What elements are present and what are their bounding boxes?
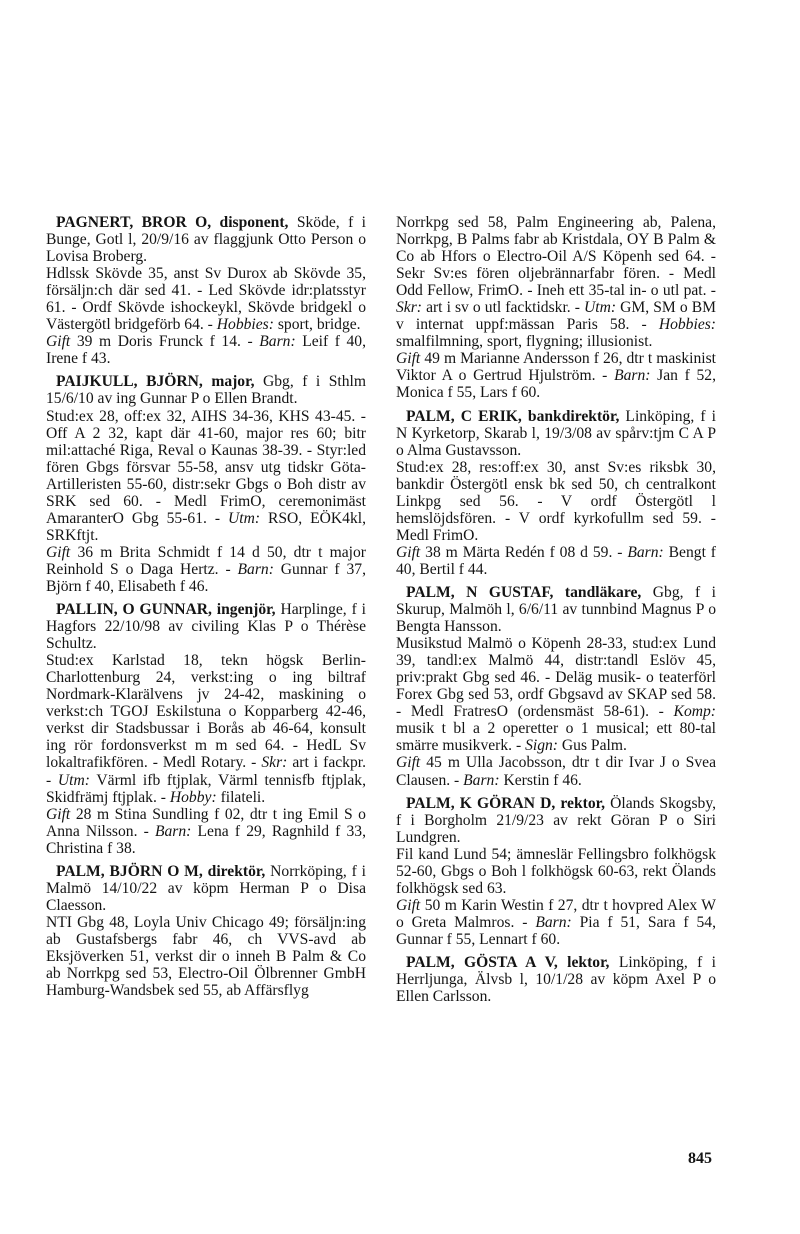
gift-label: Gift [396, 350, 421, 368]
entry-paijkull [46, 373, 366, 595]
entry-header [46, 214, 366, 265]
career-text: Musikstud Malmö o Köpenh 28-33, stud:ex Lund 39, tandl:ex Malmö 44, distr:tandl Eslöv 45, priv:prakt Gbg sed 46. - Deläg musik- o teaterförl Forex Gbg sed 53, ordf Gbgsavd av SKAP sed 58. - Medl FratresO (ordensmäst 58-61). - [396, 635, 716, 721]
entry-intro: Linköping, f i N Kyrketorp, Skarab l, 19/3/08 av spårv:tjm C A P o Alma Gustavsson. [396, 407, 716, 459]
skr-label: Skr: [396, 299, 422, 317]
gift-text: 49 m Marianne Andersson f 26, dtr t maskinist Viktor A o Gertrud Hjulström. - [396, 350, 716, 385]
entry-title: direktör, [207, 862, 266, 880]
entry-title: tandläkare, [564, 583, 642, 601]
barn-text: Leif f 40, Irene f 43. [46, 333, 367, 368]
barn-text: Bengt f 40, Bertil f 44. [396, 543, 716, 578]
gift-label: Gift [46, 333, 71, 351]
entry-header [396, 795, 716, 846]
entry-header [46, 863, 366, 914]
entry-title: lektor, [567, 953, 610, 971]
entry-header [396, 954, 716, 1005]
gift-text: 28 m Stina Sundling f 02, dtr t ing Emil S o Anna Nilsson. - [46, 805, 366, 840]
entry-family [46, 544, 366, 595]
barn-label: Barn: [237, 560, 274, 578]
gift-label: Gift [396, 754, 421, 772]
sign-label: Sign: [525, 737, 558, 755]
entry-family [46, 333, 366, 367]
career-text: Fil kand Lund 54; ämneslär Fellingsbro folkhögsk 52-60, Gbgs o Boh l folkhögsk 60-63, rekt Ölands folkhögsk sed 63. [396, 845, 716, 897]
barn-text: Jan f 52, Monica f 55, Lars f 60. [396, 367, 716, 402]
gift-text: 36 m Brita Schmidt f 14 d 50, dtr t major Reinhold S o Daga Hertz. - [46, 543, 366, 578]
entry-career [46, 265, 366, 333]
gift-text: 38 m Märta Redén f 08 d 59. - [425, 543, 623, 561]
page-number: 845 [688, 1150, 712, 1167]
hobby-text: filateli. [220, 788, 266, 806]
entry-palm-bjorn-continued [396, 214, 716, 402]
utm-label: Utm: [57, 771, 90, 789]
entry-header [46, 373, 366, 407]
komp-label: Komp: [673, 703, 716, 721]
career-text: Norrkpg sed 58, Palm Engineering ab, Palena, Norrkpg, B Palms fabr ab Kristdala, OY B Palm & Co ab Hfors o Electro-Oil A/S Köpenh sed 64. - Sekr Sv:es fören oljebrännarfabr fören. - Medl Odd Fellow, FrimO. - Ineh ett 35-tal in- o utl pat. - [396, 214, 716, 300]
entry-palm-goran [396, 795, 716, 948]
entry-career [46, 408, 366, 544]
entry-name: PALM, BJÖRN O M, [56, 862, 203, 880]
skr-label: Skr: [261, 754, 288, 772]
utm-text: GM, SM o BM v internat uppf:mässan Paris 58. - [396, 299, 716, 334]
entry-name: PAIJKULL, BJÖRN, [56, 373, 203, 391]
career-text: NTI Gbg 48, Loyla Univ Chicago 49; försäljn:ing ab Gustafsbergs fabr 46, ch VVS-avd ab Eksjöverken 51, verkst dir o inneh B Palm & Co ab Norrkpg sed 53, Electro-Oil Ölbrenner GmbH Hamburg-Wandsbek sed 55, ab Affärsflyg [46, 913, 366, 1000]
entry-career [396, 214, 716, 350]
entry-intro: Gbg, f i Sthlm 15/6/10 av ing Gunnar P o Ellen Brandt. [46, 373, 367, 408]
entry-career [396, 459, 716, 544]
skr-text: art i sv o utl facktidskr. - [426, 299, 580, 317]
entry-name: PALM, N GUSTAF, [406, 583, 554, 601]
entry-palm-erik [396, 408, 716, 578]
barn-label: Barn: [627, 543, 664, 561]
entry-palm-bjorn [46, 863, 366, 999]
entry-palm-gosta [396, 954, 716, 1005]
gift-label: Gift [46, 543, 71, 561]
komp-text: musik t bl a 2 operetter o 1 musical; ett 80-tal smärre musikverk. - [396, 720, 716, 755]
left-column [46, 214, 366, 1005]
entry-name: PAGNERT, BROR O, [56, 214, 212, 231]
utm-label: Utm: [584, 299, 617, 317]
entry-family [46, 806, 366, 857]
barn-label: Barn: [535, 913, 572, 931]
entry-header [396, 584, 716, 635]
utm-text: Värml ifb ftjplak, Värml tennisfb ftjplak, Skidfrämj ftjplak. - [46, 771, 367, 806]
entry-career [46, 652, 366, 805]
gift-label: Gift [396, 896, 421, 914]
career-text: Stud:ex 28, off:ex 32, AIHS 34-36, KHS 43-45. - Off A 2 32, kapt där 41-60, major res 60; bitr mil:attaché Riga, Reval o Kaunas 38-39. - Styr:led fören Gbgs försvar 55-58, ansv utg tidskr Göta-Artilleristen 55-60, distr:sekr Gbgs o Boh distr av SRK sed 60. - Medl FrimO, ceremonimäst AmaranterO Gbg 55-61. - [46, 407, 366, 527]
barn-label: Barn: [614, 367, 651, 385]
entry-title: bankdirektör, [527, 407, 620, 425]
hobbies-label: Hobbies: [216, 316, 274, 334]
hobbies-text: smalfilmning, sport, flygning; illusionist. [396, 333, 653, 351]
gift-label: Gift [396, 543, 421, 561]
barn-label: Barn: [463, 771, 500, 789]
entry-intro: Gbg, f i Skurup, Malmöh l, 6/6/11 av tunnbind Magnus P o Bengta Hansson. [396, 583, 717, 636]
skr-text: art i fackpr. - [46, 754, 366, 789]
hobbies-label: Hobbies: [658, 316, 716, 334]
entry-title: ingenjör, [216, 601, 276, 619]
barn-label: Barn: [154, 822, 192, 840]
entry-intro: Sköde, f i Bunge, Gotl l, 20/9/16 av flaggjunk Otto Person o Lovisa Broberg. [46, 214, 366, 266]
entry-family [396, 350, 716, 401]
entry-name: PALM, GÖSTA A V, [406, 953, 558, 971]
gift-text: 50 m Karin Westin f 27, dtr t hovpred Alex W o Greta Malmros. - [396, 896, 716, 931]
barn-text: Gunnar f 37, Björn f 40, Elisabeth f 46. [46, 560, 366, 595]
entry-header [46, 601, 366, 652]
sign-text: Gus Palm. [561, 737, 627, 755]
career-text: Hdlssk Skövde 35, anst Sv Durox ab Skövde 35, försäljn:ch där sed 41. - Led Skövde idr:platsstyr 61. - Ordf Skövde ishockeykl, Skövde bridgekl o Västergötl bridgeförb 64. - [46, 265, 366, 334]
entry-pallin [46, 601, 366, 857]
right-column [396, 214, 716, 1011]
barn-text: Pia f 51, Sara f 54, Gunnar f 55, Lennart f 60. [396, 913, 716, 948]
entry-name: PALM, K GÖRAN D, [406, 794, 556, 812]
entry-intro: Harplinge, f i Hagfors 22/10/98 av civiling Klas P o Thérèse Schultz. [46, 601, 366, 653]
gift-label: Gift [46, 805, 71, 823]
entry-pagnert [46, 214, 366, 367]
entry-title: rektor, [560, 794, 606, 812]
entry-family [396, 897, 716, 948]
entry-title: disponent, [219, 214, 289, 231]
entry-family [396, 544, 716, 578]
entry-name: PALM, C ERIK, [406, 407, 522, 425]
career-text: Stud:ex Karlstad 18, tekn högsk Berlin-Charlottenburg 24, verkst:ing o ing biltraf Nordmark-Klarälvens jv 24-42, maskining o verkst:ch TGOJ Eskilstuna o Kopparberg 42-46, verkst dir Stadsbussar i Borås ab 46-64, konsult ing rör fordonsverkst m m sed 64. - HedL Sv lokaltrafikfören. - Medl Rotary. - [46, 652, 366, 772]
entry-career [396, 846, 716, 897]
utm-text: RSO, EÖK4kl, SRKftjt. [46, 509, 366, 544]
entry-name: PALLIN, O GUNNAR, [56, 601, 212, 619]
entry-intro: Ölands Skogsby, f i Borgholm 21/9/23 av rekt Göran P o Siri Lundgren. [396, 794, 717, 846]
gift-text: 39 m Doris Frunck f 14. - [76, 333, 253, 351]
entry-career [396, 635, 716, 754]
barn-text: Kerstin f 46. [503, 771, 582, 789]
hobbies-text: sport, bridge. [277, 316, 361, 334]
hobby-label: Hobby: [169, 788, 217, 806]
entry-header [396, 408, 716, 459]
entry-intro: Linköping, f i Herrljunga, Älvsb l, 10/1/28 av köpm Axel P o Ellen Carlsson. [396, 953, 717, 1006]
entry-career [46, 914, 366, 999]
entry-title: major, [211, 373, 255, 391]
barn-text: Lena f 29, Ragnhild f 33, Christina f 38. [46, 822, 366, 857]
barn-label: Barn: [259, 333, 296, 351]
utm-label: Utm: [227, 509, 261, 527]
entry-intro: Norrköping, f i Malmö 14/10/22 av köpm Herman P o Disa Claesson. [46, 862, 367, 914]
entry-palm-gustaf [396, 584, 716, 789]
gift-text: 45 m Ulla Jacobsson, dtr t dir Ivar J o Svea Clausen. - [396, 754, 716, 789]
career-text: Stud:ex 28, res:off:ex 30, anst Sv:es riksbk 30, bankdir Östergötl ensk bk sed 50, ch centralkont Linkpg sed 56. - V ordf Östergötl l hemslöjdsfören. - V ordf kyrkofullm sed 59. - Medl FrimO. [396, 458, 716, 544]
entry-family [396, 754, 716, 788]
